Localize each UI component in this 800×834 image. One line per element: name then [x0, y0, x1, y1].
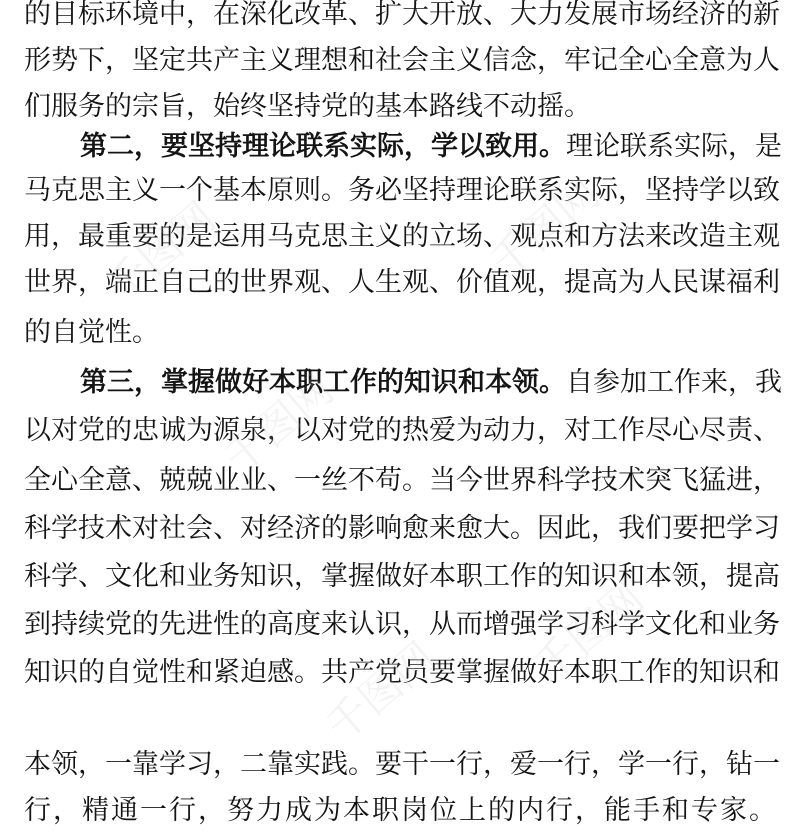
text-line: 知识的自觉性和紧迫感。共产党员要掌握做好本职工作的知识和: [24, 657, 780, 688]
text-line: 行，精通一行，努力成为本职岗位上的内行，能手和专家。: [24, 795, 776, 826]
section-2-first-line: [80, 124, 782, 170]
section-2-heading: 第二，要坚持理论联系实际，学以致用。: [80, 131, 566, 162]
section-2-text: 理论联系实际，是: [566, 131, 782, 162]
text-line: 以对党的忠诚为源泉，以对党的热爱为动力，对工作尽心尽责、: [24, 415, 780, 446]
section-3-heading: 第三，掌握做好本职工作的知识和本领。: [80, 367, 566, 398]
text-line: 用，最重要的是运用马克思主义的立场、观点和方法来改造主观: [24, 221, 780, 252]
watermark: 千图网: [316, 632, 445, 752]
text-line: 全心全意、兢兢业业、一丝不苟。当今世界科学技术突飞猛进，: [24, 465, 780, 496]
text-line: 们服务的宗旨，始终坚持党的基本路线不动摇。: [24, 91, 591, 122]
text-line: 的目标环境中，在深化改革、扩大开放、大力发展市场经济的新: [24, 0, 780, 30]
text-line: 科学、文化和业务知识，掌握做好本职工作的知识和本领，提高: [24, 561, 780, 592]
watermark: 千图网: [96, 192, 225, 312]
text-line: 的自觉性。: [24, 317, 159, 348]
text-line: 形势下，坚定共产主义理想和社会主义信念，牢记全心全意为人: [24, 45, 780, 76]
text-line: 本领，一靠学习，二靠实践。要干一行，爱一行，学一行，钻一: [24, 749, 780, 780]
section-3-text: 自参加工作来，我: [566, 367, 782, 398]
text-line: 马克思主义一个基本原则。务必坚持理论联系实际，坚持学以致: [24, 175, 780, 206]
text-line: 科学技术对社会、对经济的影响愈来愈大。因此，我们要把学习: [24, 513, 780, 544]
watermark: 千图网: [214, 364, 343, 484]
watermark: 千图网: [524, 572, 653, 692]
text-line: 世界，端正自己的世界观、人生观、价值观，提高为人民谋福利: [24, 267, 780, 298]
text-line: 到持续党的先进性的高度来认识，从而增强学习科学文化和业务: [24, 609, 780, 640]
watermark: 千图网: [480, 168, 609, 288]
section-3-first-line: [80, 360, 782, 406]
